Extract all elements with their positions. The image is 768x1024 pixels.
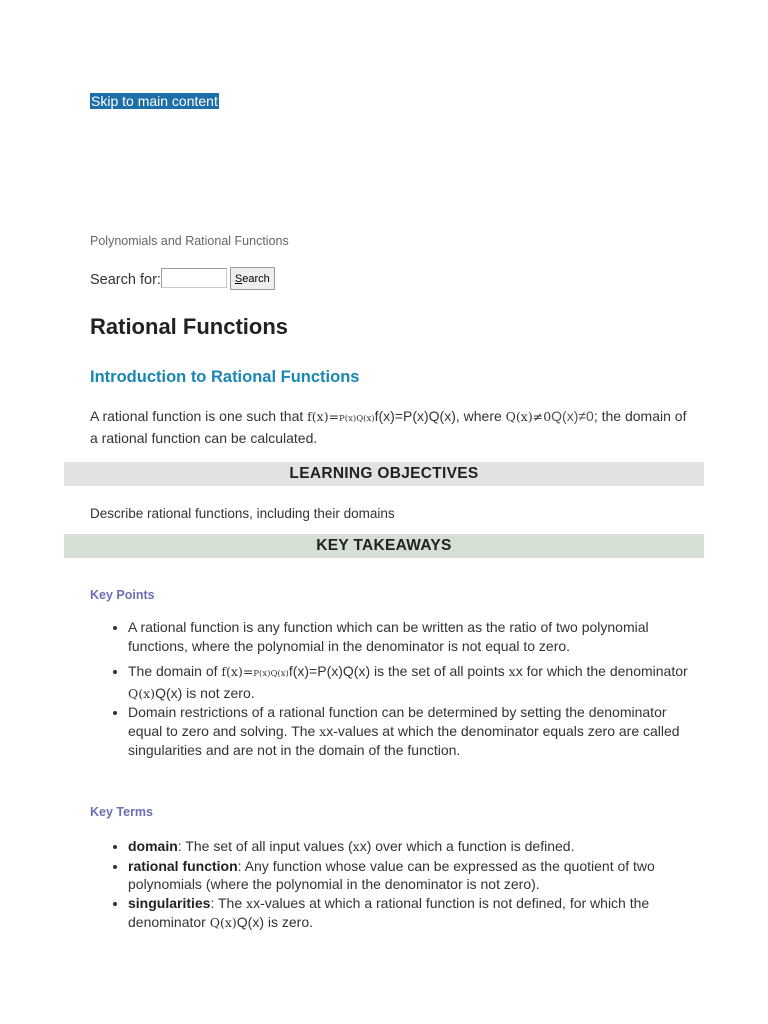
term3-name: singularities: [128, 894, 211, 911]
term3-m2-serif: Q(x): [209, 915, 237, 930]
list-item: [128, 618, 688, 655]
key-points-heading: Key Points: [90, 588, 155, 602]
intro-text-b: , where: [455, 408, 506, 424]
term3-a: : The: [210, 894, 247, 911]
point2-m1-serif: f(x)=: [221, 664, 254, 679]
learning-objectives-text: Describe rational functions, including their domains: [90, 506, 395, 521]
page-title: Rational Functions: [90, 314, 288, 339]
math-f-plain: f(x)=P(x)Q(x): [374, 408, 456, 424]
key-terms-list: [90, 837, 708, 933]
point3-a: Domain restrictions of a rational function can be determined by setting the denominator equal to zero and solving. The: [128, 704, 667, 739]
point2-m1-plain: f(x)=P(x)Q(x): [288, 663, 371, 679]
key-takeaways-heading: KEY TAKEAWAYS: [64, 534, 704, 558]
list-item: [128, 857, 708, 894]
term3-m2-plain: Q(x): [236, 914, 264, 930]
intro-heading: Introduction to Rational Functions: [90, 368, 360, 386]
search-input[interactable]: [161, 268, 227, 288]
search-button-label: earch: [242, 272, 270, 285]
term3-m1-plain: x: [253, 894, 261, 911]
term1-a: : The set of all input values (: [177, 838, 353, 854]
intro-paragraph: [90, 407, 690, 448]
term1-m-serif: x: [352, 839, 360, 854]
term3-c: is zero.: [264, 914, 314, 930]
point2-m3-plain: Q(x): [155, 684, 183, 701]
point2-m2-serif: x: [508, 664, 516, 679]
point3-b: -values at which the denominator equals zero are called singularities and are not in the domain of the function.: [128, 722, 680, 758]
term3-m1-serif: x: [246, 895, 254, 911]
list-item: [128, 662, 688, 703]
point3-m-serif: x: [319, 723, 327, 739]
learning-objectives-heading: LEARNING OBJECTIVES: [64, 462, 704, 486]
intro-text-a: A rational function is one such that: [90, 408, 308, 424]
breadcrumb: Polynomials and Rational Functions: [90, 234, 289, 248]
point1-text: A rational function is any function which can be written as the ratio of two polynomial functions, where the polynomial in the denominator is not equal to zero.: [128, 619, 649, 654]
search-button-accesskey: S: [234, 272, 243, 285]
math-q-serif: Q(x)≠0: [505, 409, 552, 424]
point2-m3-serif: Q(x): [128, 685, 156, 701]
point2-a: The domain of: [128, 663, 222, 679]
point2-b: is the set of all points: [370, 663, 509, 679]
list-item: [128, 703, 688, 760]
term1-b: ) over which a function is defined.: [366, 838, 575, 854]
term1-name: domain: [128, 838, 178, 854]
point2-m1-frac: P(x)Q(x): [253, 669, 289, 679]
point3-m-plain: x: [326, 722, 334, 739]
list-item: [128, 894, 708, 933]
term1-m-plain: x: [359, 838, 367, 854]
term2-a: : Any function whose value can be expressed as the quotient of two polynomials (where the polynomial in the denominator is not zero).: [128, 857, 655, 892]
math-q-plain: Q(x)≠0: [551, 408, 594, 424]
point2-c: for which the denominator: [522, 663, 688, 679]
skip-to-main-content-link[interactable]: Skip to main content: [91, 93, 218, 109]
search-form: [90, 265, 275, 288]
math-f-serif: f(x)=: [307, 409, 340, 424]
term2-name: rational function: [128, 857, 238, 874]
list-item: [128, 837, 708, 857]
term3-b: -values at which a rational function is not defined, for which the denominator: [128, 894, 650, 930]
point2-d: is not zero.: [182, 684, 255, 701]
search-label: Search for:: [90, 272, 161, 288]
math-frac: P(x)Q(x): [339, 414, 375, 424]
key-terms-heading: Key Terms: [90, 805, 153, 819]
key-points-list: [90, 618, 688, 767]
intro-text-c: ; the domain of a rational function can be calculated.: [90, 408, 687, 446]
search-button[interactable]: [230, 267, 275, 290]
point2-m2-plain: x: [515, 663, 523, 679]
